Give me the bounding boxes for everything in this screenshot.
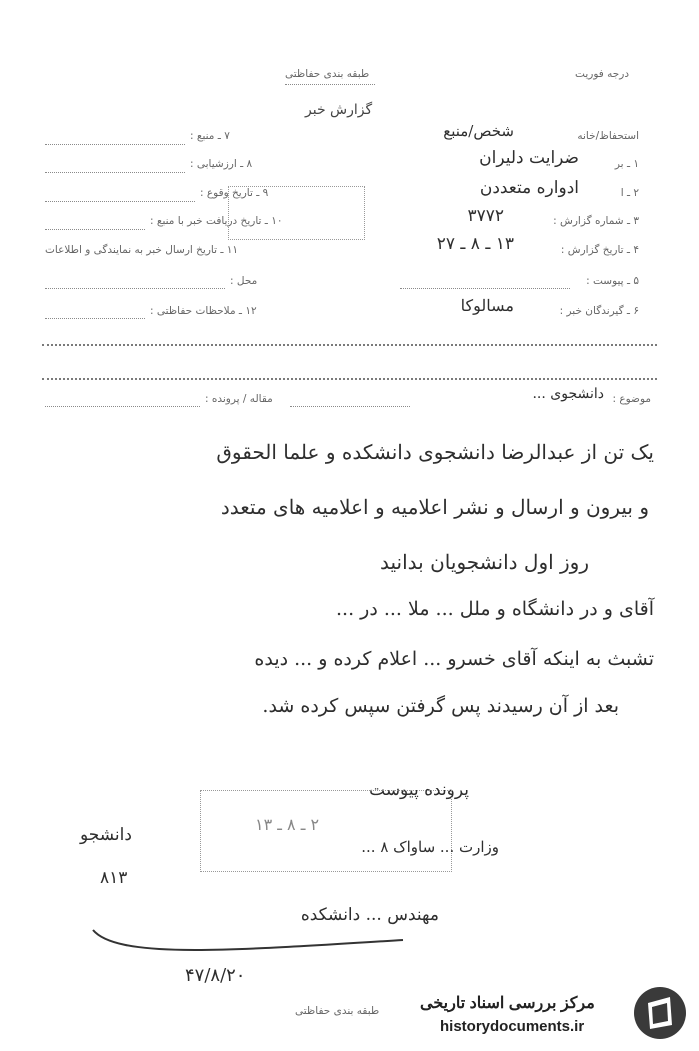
field-label: ۷ ـ منبع : [190, 130, 230, 142]
note-stamp-line: وزارت ... ساواک ۸ ... [361, 838, 499, 856]
classification-bottom: طبقه بندی حفاظتی [295, 1005, 380, 1017]
dotted-line [45, 229, 145, 230]
date-bottom: ۴۷/۸/۲۰ [185, 965, 246, 986]
field-value: ۳۷۷۲ [467, 206, 504, 226]
watermark-url: historydocuments.ir [440, 1018, 585, 1035]
dotted-line [45, 288, 225, 289]
received-stamp [200, 790, 452, 872]
field-value: شخص/منبع [443, 122, 514, 140]
separator-line [42, 344, 657, 346]
field-value: ۱۳ ـ ۸ ـ ۲۷ [436, 234, 514, 254]
dotted-line [290, 406, 410, 407]
field-label: ۴ ـ تاریخ گزارش : [560, 244, 639, 256]
field-label: ۸ ـ ارزشیابی : [190, 158, 253, 170]
field-label: ۵ ـ پیوست : [586, 275, 639, 287]
signature-flourish [88, 925, 408, 955]
dotted-line [45, 201, 195, 202]
body-line: تشبث به اینکه آقای خسرو ... اعلام کرده و ... دیده [254, 648, 654, 670]
priority-label: درجه فوریت [575, 68, 629, 80]
dotted-line [45, 172, 185, 173]
subject-value: دانشجوی ... [532, 386, 604, 402]
body-line: بعد از آن رسیدند پس گرفتن سپس کرده شد. [262, 695, 619, 717]
body-line: آقای و در دانشگاه و ملل ... ملا ... در ... [336, 598, 654, 620]
field-label: ۶ ـ گیرندگان خبر : [559, 305, 639, 317]
dotted-line [45, 144, 185, 145]
note-right: دانشجو [80, 825, 132, 845]
field-value: مسالوکا [460, 296, 514, 315]
field-label: ۱۲ ـ ملاحظات حفاظتی : [150, 305, 257, 317]
other-label: مقاله / پرونده : [205, 393, 273, 405]
field-value: ضرایت دلیران [479, 148, 579, 168]
field-label: استحفاظ/خانه [577, 130, 639, 142]
signature: مهندس ... دانشکده [300, 905, 439, 925]
field-label: محل : [230, 275, 258, 287]
field-value: ادواره متعددن [479, 178, 579, 198]
subject-label: موضوع : [612, 393, 651, 405]
note-numbers: ۸۱۳ [100, 868, 128, 888]
dotted-line [400, 288, 570, 289]
report-title: گزارش خبر [305, 102, 373, 118]
field-label: ۲ ـ ا [620, 187, 639, 199]
watermark-title: مرکز بررسی اسناد تاریخی [420, 995, 595, 1012]
dotted-line [45, 318, 145, 319]
dotted-line [45, 406, 200, 407]
field-label: ۱۱ ـ تاریخ ارسال خبر به نمایندگی و اطلاعات [45, 244, 239, 256]
body-line: یک تن از عبدالرضا دانشجوی دانشکده و علما الحقوق [216, 440, 654, 464]
field-label: ۹ ـ تاریخ وقوع : [200, 187, 269, 199]
note-top: پرونده پیوست [369, 780, 469, 800]
stamp-text: ۲ ـ ۸ ـ ۱۳ [255, 815, 320, 834]
field-label: ۱ ـ بر [614, 158, 639, 170]
field-label: ۱۰ ـ تاریخ دریافت خبر با منبع : [150, 215, 283, 227]
archive-logo-icon [632, 985, 688, 1041]
dotted-line [285, 84, 375, 85]
body-line: روز اول دانشجویان بدانید [380, 550, 589, 574]
body-line: و بیرون و ارسال و نشر اعلامیه و اعلامیه های متعدد [220, 495, 649, 519]
classification-top: طبقه بندی حفاظتی [285, 68, 370, 80]
field-label: ۳ ـ شماره گزارش : [553, 215, 639, 227]
form-stamp-box [228, 186, 365, 240]
separator-line [42, 378, 657, 380]
